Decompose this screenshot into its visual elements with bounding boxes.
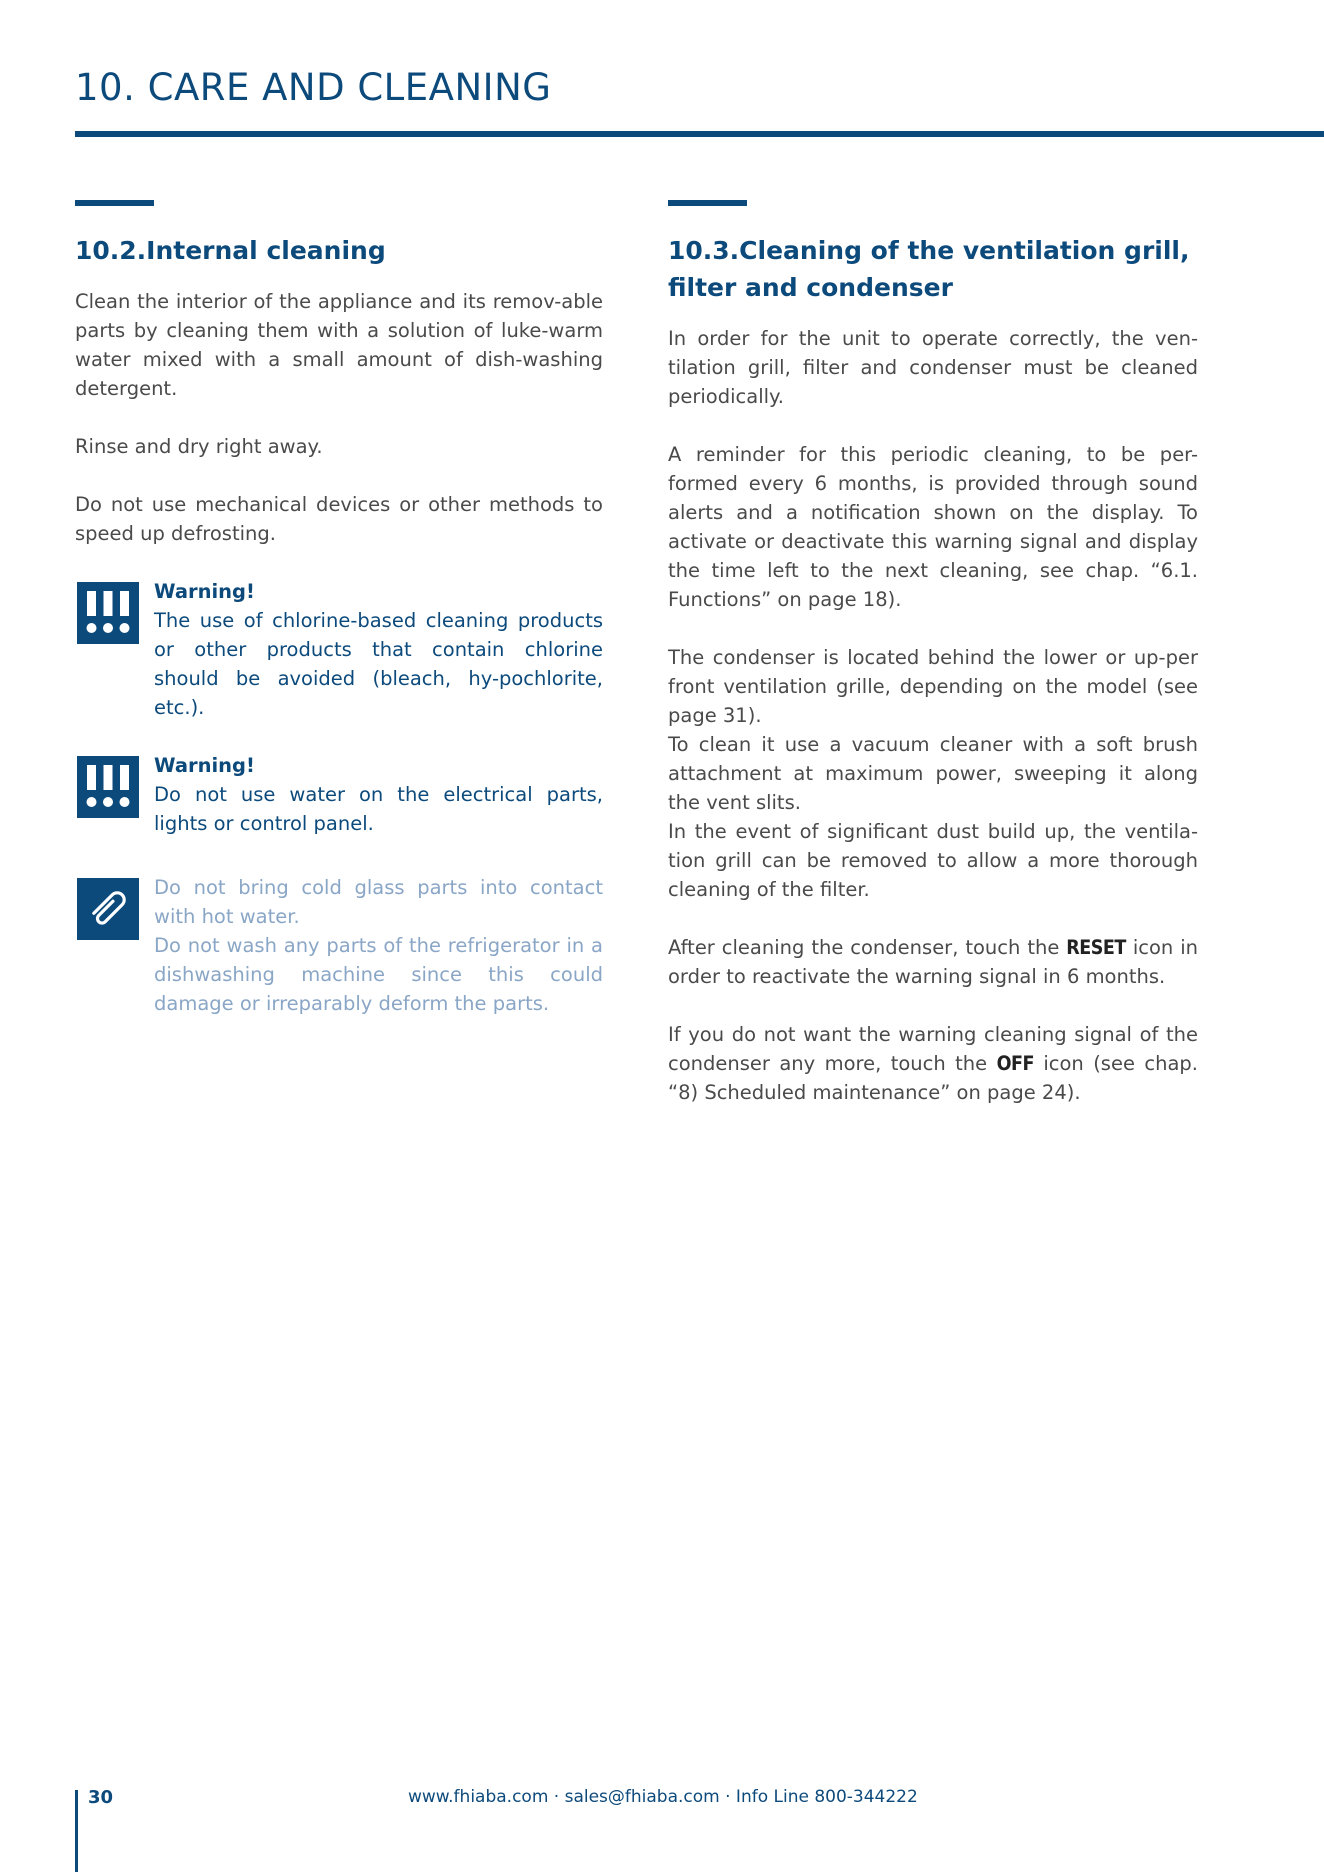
reset-keyword: RESET xyxy=(1066,936,1126,959)
warning-box xyxy=(75,577,603,722)
warning-title: Warning! xyxy=(154,754,255,777)
title-rule xyxy=(75,131,1324,137)
paragraph: In the event of significant dust build up, the ventila-tion grill can be removed to allow a more thorough cleaning of the filter. xyxy=(668,820,1198,901)
warning-title: Warning! xyxy=(154,580,255,603)
paragraph: The condenser is located behind the lower or up-per front ventilation grille, depending on the model (see page 31). xyxy=(668,646,1198,727)
warning-box xyxy=(75,751,603,838)
paragraph: Clean the interior of the appliance and its remov-able parts by cleaning them with a solution of luke-warm water mixed with a small amount of dish-washing detergent. xyxy=(75,290,603,400)
footer-bar xyxy=(75,1790,78,1872)
section-heading: 10.3.Cleaning of the ventilation grill, filter and condenser xyxy=(668,236,1190,302)
warning-icon xyxy=(77,756,139,818)
text-fragment: icon (see chap. “8) Scheduled maintenance” on page 24). xyxy=(668,1052,1198,1104)
page-title: 10. CARE AND CLEANING xyxy=(75,66,552,109)
text-fragment: If you do not want the warning cleaning signal of the condenser any more, touch the xyxy=(668,1023,1198,1075)
section-accent-bar xyxy=(668,200,747,206)
paperclip-icon xyxy=(77,878,139,940)
text-fragment: After cleaning the condenser, touch the xyxy=(668,936,1067,959)
page-number: 30 xyxy=(88,1787,114,1808)
off-keyword: OFF xyxy=(996,1052,1034,1075)
section-accent-bar xyxy=(75,200,154,206)
warning-icon xyxy=(77,582,139,644)
paragraph: To clean it use a vacuum cleaner with a soft brush attachment at maximum power, sweeping it along the vent slits. xyxy=(668,733,1198,814)
note-text: Do not bring cold glass parts into contact with hot water. xyxy=(154,876,603,928)
note-box xyxy=(75,873,603,1018)
paragraph: A reminder for this periodic cleaning, to be per-formed every 6 months, is provided through sound alerts and a notification shown on the display. To activate or deactivate this warning signal and display the time left to the next cleaning, see chap. “6.1. Functions” on page 18). xyxy=(668,443,1198,611)
warning-text: Do not use water on the electrical parts, lights or control panel. xyxy=(154,783,603,835)
warning-text: The use of chlorine-based cleaning products or other products that contain chlorine should be avoided (bleach, hy-pochlorite, etc.). xyxy=(154,609,603,719)
section-ventilation-cleaning xyxy=(668,200,1198,1107)
paragraph: In order for the unit to operate correctly, the ven-tilation grill, filter and condenser must be cleaned periodically. xyxy=(668,327,1198,408)
paragraph-off xyxy=(668,1020,1198,1107)
note-text: Do not wash any parts of the refrigerator in a dishwashing machine since this could damage or irreparably deform the parts. xyxy=(154,934,603,1015)
paragraph: Rinse and dry right away. xyxy=(75,435,323,458)
paragraph: Do not use mechanical devices or other methods to speed up defrosting. xyxy=(75,493,603,545)
section-heading: 10.2.Internal cleaning xyxy=(75,236,386,265)
footer-contact-info: www.fhiaba.com · sales@fhiaba.com · Info Line 800-344222 xyxy=(408,1787,918,1807)
section-internal-cleaning xyxy=(75,200,603,1018)
paragraph-reset xyxy=(668,933,1198,991)
text-fragment: icon in order to reactivate the warning signal in 6 months. xyxy=(668,936,1198,988)
